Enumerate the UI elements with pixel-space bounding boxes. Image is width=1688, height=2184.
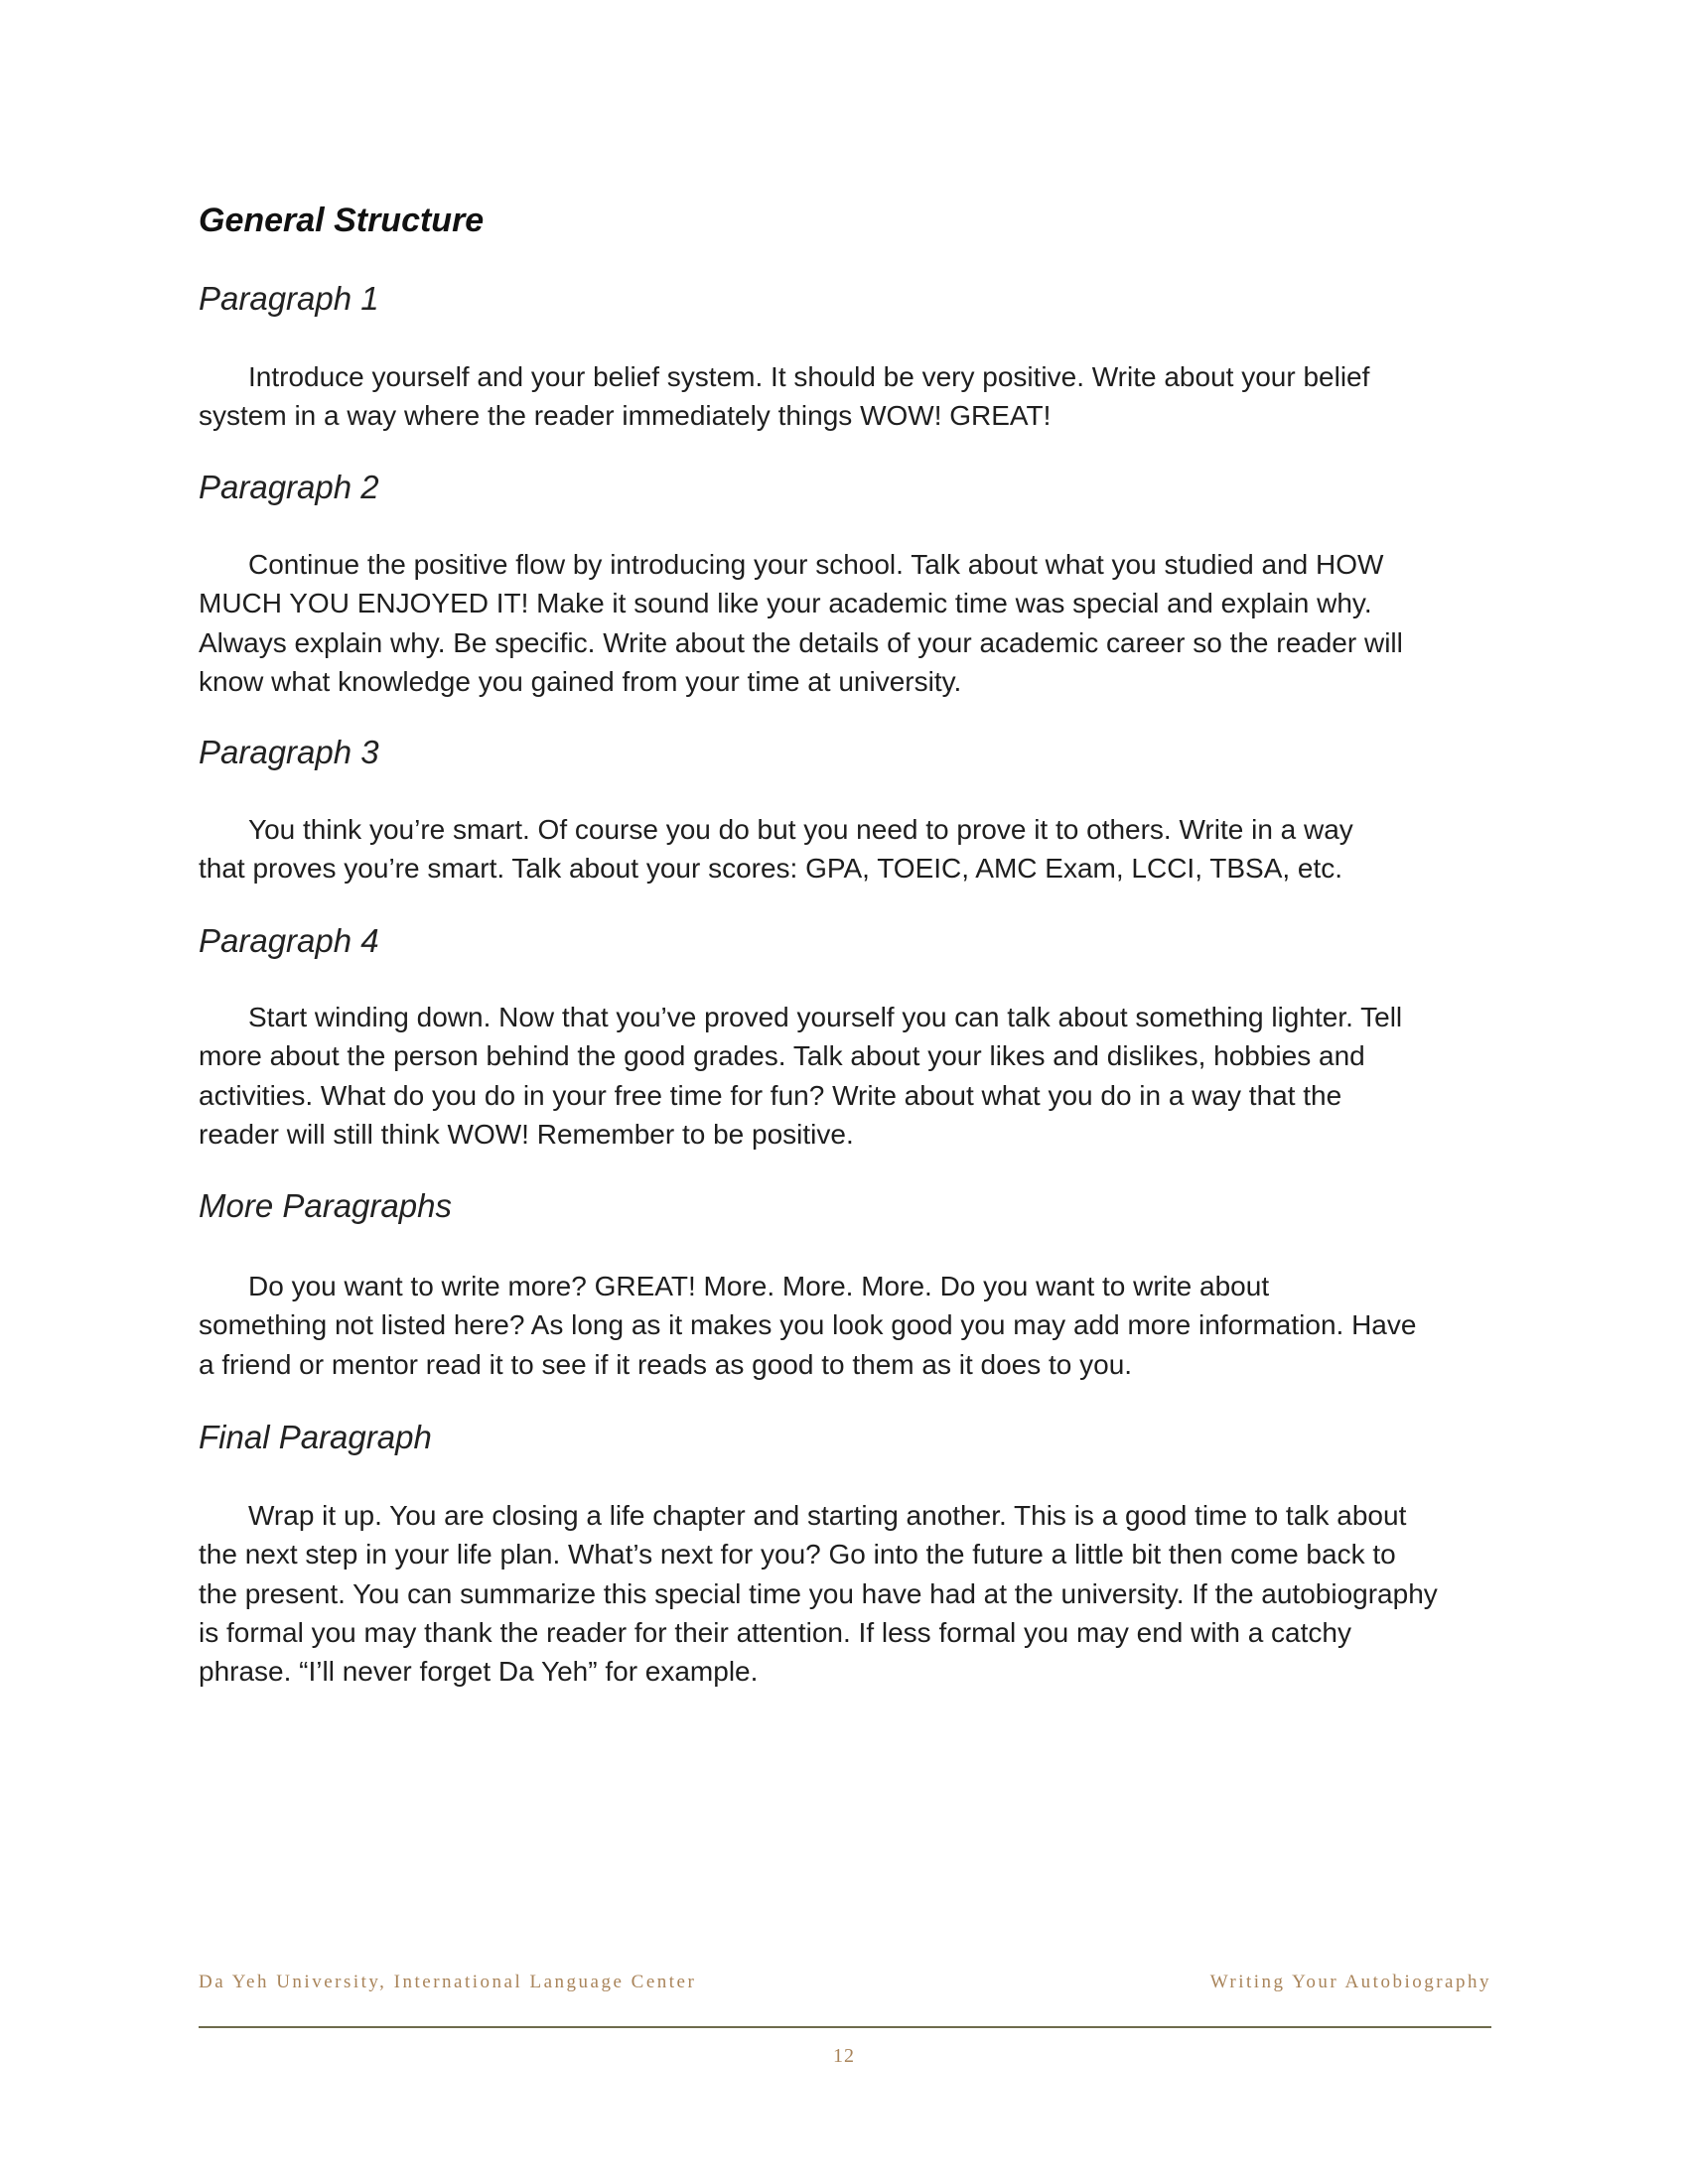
section-heading: Final Paragraph <box>199 1419 432 1455</box>
text-line: Continue the positive flow by introducing your school. Talk about what you studied and HOW <box>248 549 1384 580</box>
text-line: reader will still think WOW! Remember to be positive. <box>199 1118 854 1150</box>
text-line: more about the person behind the good grades. Talk about your likes and dislikes, hobbies and <box>199 1040 1365 1072</box>
page-number: 12 <box>833 2045 855 2067</box>
section-heading: Paragraph 1 <box>199 280 379 317</box>
text-line: system in a way where the reader immediately things WOW! GREAT! <box>199 400 1052 432</box>
section-body <box>199 1267 1499 1384</box>
text-line: something not listed here? As long as it makes you look good you may add more information. Have <box>199 1309 1417 1341</box>
section-body <box>199 810 1499 888</box>
page-title: General Structure <box>199 202 485 239</box>
text-line: is formal you may thank the reader for their attention. If less formal you may end with a catchy <box>199 1616 1351 1648</box>
text-line: a friend or mentor read it to see if it reads as good to them as it does to you. <box>199 1348 1133 1380</box>
section-body <box>199 998 1499 1154</box>
text-line: know what knowledge you gained from your time at university. <box>199 665 962 697</box>
section-heading: Paragraph 3 <box>199 734 379 770</box>
text-line: Always explain why. Be specific. Write about the details of your academic career so the reader will <box>199 626 1403 658</box>
footer-divider <box>199 2026 1491 2028</box>
text-line: the present. You can summarize this special time you have had at the university. If the autobiography <box>199 1577 1438 1609</box>
section-heading: Paragraph 2 <box>199 469 379 505</box>
section-body <box>199 1496 1499 1691</box>
text-line: Do you want to write more? GREAT! More. More. More. Do you want to write about <box>248 1271 1270 1301</box>
section-body <box>199 357 1499 436</box>
text-line: the next step in your life plan. What’s next for you? Go into the future a little bit then come back to <box>199 1539 1396 1570</box>
section-body <box>199 545 1499 701</box>
text-line: Wrap it up. You are closing a life chapter and starting another. This is a good time to talk about <box>248 1500 1407 1531</box>
text-line: Introduce yourself and your belief system. It should be very positive. Write about your belief <box>248 361 1370 392</box>
text-line: activities. What do you do in your free time for fun? Write about what you do in a way that the <box>199 1079 1342 1111</box>
footer-left: Da Yeh University, International Language Center <box>199 1972 697 1992</box>
section-heading: More Paragraphs <box>199 1187 452 1224</box>
text-line: that proves you’re smart. Talk about your scores: GPA, TOEIC, AMC Exam, LCCI, TBSA, etc. <box>199 853 1343 885</box>
footer-right: Writing Your Autobiography <box>1209 1972 1491 1992</box>
text-line: MUCH YOU ENJOYED IT! Make it sound like your academic time was special and explain why. <box>199 588 1372 619</box>
text-line: phrase. “I’ll never forget Da Yeh” for example. <box>199 1656 759 1688</box>
section-heading: Paragraph 4 <box>199 922 379 959</box>
text-line: Start winding down. Now that you’ve proved yourself you can talk about something lighter. Tell <box>248 1002 1403 1032</box>
text-line: You think you’re smart. Of course you do but you need to prove it to others. Write in a way <box>248 814 1353 845</box>
